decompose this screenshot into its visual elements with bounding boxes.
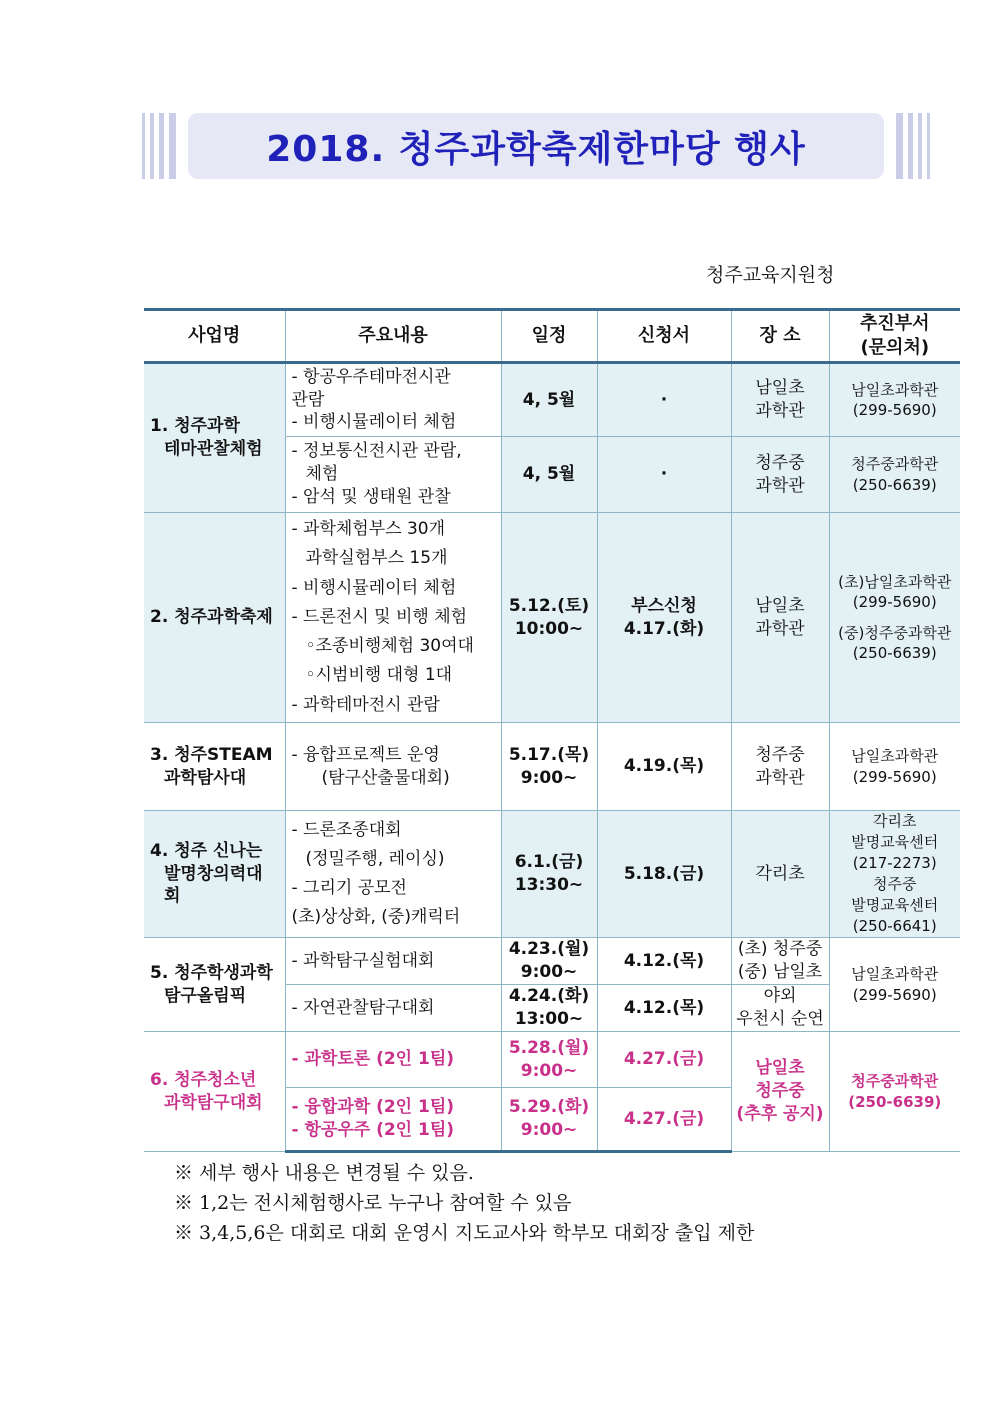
row6a-date: 5.28.(월) 9:00~ <box>501 1032 597 1088</box>
row1a-dept: 남일초과학관 (299-5690) <box>829 363 960 437</box>
schedule-table <box>144 308 960 1153</box>
row1a-date: 4, 5월 <box>501 363 597 437</box>
row3-location: 청주중 과학관 <box>731 723 829 811</box>
row1b-content: - 정보통신전시관 관람, 체험 - 암석 및 생태원 관찰 <box>285 437 501 513</box>
row6a-application: 4.27.(금) <box>597 1032 731 1088</box>
row2-application: 부스신청 4.17.(화) <box>597 513 731 723</box>
header-content: 주요내용 <box>285 310 501 363</box>
row6-dept: 청주중과학관 (250-6639) <box>829 1032 960 1152</box>
row1b-location: 청주중 과학관 <box>731 437 829 513</box>
page-title: 2018. 청주과학축제한마당 행사 <box>266 128 806 170</box>
table-row <box>144 363 960 437</box>
banner-stripes-left <box>142 113 182 179</box>
row2-date: 5.12.(토) 10:00~ <box>501 513 597 723</box>
table-row <box>144 1032 960 1088</box>
banner-stripes-right <box>890 113 930 179</box>
note-item: ※ 세부 행사 내용은 변경될 수 있음. <box>174 1162 474 1184</box>
row5a-date: 4.23.(월) 9:00~ <box>501 938 597 985</box>
row5-name: 5. 청주학생과학 탐구올림픽 <box>144 938 285 1032</box>
row3-date: 5.17.(목) 9:00~ <box>501 723 597 811</box>
row4-name: 4. 청주 신나는 발명창의력대 회 <box>144 811 285 938</box>
row1b-date: 4, 5월 <box>501 437 597 513</box>
header-dept: 추진부서 (문의처) <box>829 310 960 363</box>
header-location: 장 소 <box>731 310 829 363</box>
row5b-content: - 자연관찰탐구대회 <box>285 985 501 1032</box>
row6b-application: 4.27.(금) <box>597 1088 731 1152</box>
row6a-content: - 과학토론 (2인 1팀) <box>285 1032 501 1088</box>
row6-location: 남일초 청주중 (추후 공지) <box>731 1032 829 1152</box>
row5b-date: 4.24.(화) 13:00~ <box>501 985 597 1032</box>
organization-name: 청주교육지원청 <box>706 264 835 286</box>
row5-dept: 남일초과학관 (299-5690) <box>829 938 960 1032</box>
row2-location: 남일초 과학관 <box>731 513 829 723</box>
row1a-application: · <box>597 363 731 437</box>
row6b-date: 5.29.(화) 9:00~ <box>501 1088 597 1152</box>
row4-date: 6.1.(금) 13:30~ <box>501 811 597 938</box>
note-item: ※ 3,4,5,6은 대회로 대회 운영시 지도교사와 학부모 대회장 출입 제한 <box>174 1222 755 1244</box>
row6-name: 6. 청주청소년 과학탐구대회 <box>144 1032 285 1152</box>
table-header-row <box>144 310 960 363</box>
row5a-application: 4.12.(목) <box>597 938 731 985</box>
row5b-location: 야외 우천시 순연 <box>731 985 829 1032</box>
row3-application: 4.19.(목) <box>597 723 731 811</box>
note-item: ※ 1,2는 전시체험행사로 누구나 참여할 수 있음 <box>174 1192 572 1214</box>
row3-content: - 융합프로젝트 운영 (탐구산출물대회) <box>285 723 501 811</box>
table-row <box>144 513 960 723</box>
row5b-application: 4.12.(목) <box>597 985 731 1032</box>
row1b-application: · <box>597 437 731 513</box>
row4-location: 각리초 <box>731 811 829 938</box>
table-row <box>144 938 960 985</box>
row5a-location: (초) 청주중 (중) 남일초 <box>731 938 829 985</box>
title-box <box>188 113 884 179</box>
header-application: 신청서 <box>597 310 731 363</box>
row2-dept: (초)남일초과학관 (299-5690) (중)청주중과학관 (250-6639) <box>829 513 960 723</box>
table-row <box>144 723 960 811</box>
row3-dept: 남일초과학관 (299-5690) <box>829 723 960 811</box>
row1a-location: 남일초 과학관 <box>731 363 829 437</box>
row1a-content: - 항공우주테마전시관 관람 - 비행시뮬레이터 체험 <box>285 363 501 437</box>
row5a-content: - 과학탐구실험대회 <box>285 938 501 985</box>
table-row <box>144 811 960 938</box>
row1b-dept: 청주중과학관 (250-6639) <box>829 437 960 513</box>
row4-content: - 드론조종대회 (정밀주행, 레이싱) - 그리기 공모전 (초)상상화, (중)캐릭터 <box>285 811 501 938</box>
row1-name: 1. 청주과학 테마관찰체험 <box>144 363 285 513</box>
row4-dept: 각리초 발명교육센터 (217-2273) 청주중 발명교육센터 (250-6641) <box>829 811 960 938</box>
header-name: 사업명 <box>144 310 285 363</box>
row4-application: 5.18.(금) <box>597 811 731 938</box>
row3-name: 3. 청주STEAM 과학탐사대 <box>144 723 285 811</box>
row2-name: 2. 청주과학축제 <box>144 513 285 723</box>
title-banner <box>142 113 930 179</box>
row2-content: - 과학체험부스 30개 과학실험부스 15개 - 비행시뮬레이터 체험 - 드론전시 및 비행 체험 ◦조종비행체험 30여대 ◦시범비행 대형 1대 - 과학테마전시 관람 <box>285 513 501 723</box>
header-date: 일정 <box>501 310 597 363</box>
notes <box>174 1158 754 1248</box>
row6b-content: - 융합과학 (2인 1팀) - 항공우주 (2인 1팀) <box>285 1088 501 1152</box>
